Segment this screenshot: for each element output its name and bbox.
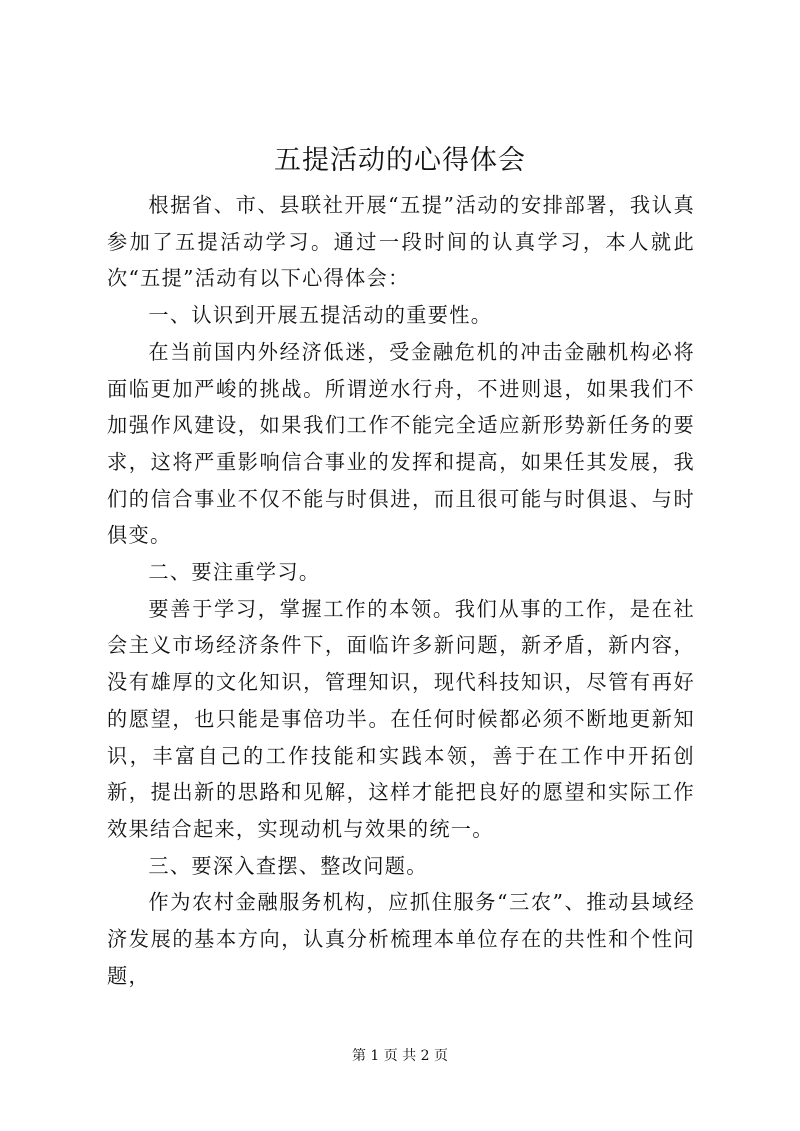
heading-section-2: 二、要注重学习。 [148,560,321,585]
paragraph-section-2: 要善于学习，掌握工作的本领。我们从事的工作，是在社会主义市场经济条件下，面临许多新问题，新矛盾，新内容，没有雄厚的文化知识，管理知识，现代科技知识，尽管有再好的愿望，也只能是事倍功半。在任何时候都必须不断地更新知识，丰富自己的工作技能和实践本领，善于在工作中开拓创新，提出新的思路和见解，这样才能把良好的愿望和实际工作效果结合起来，实现动机与效果的统一。 [107,596,695,841]
document-title: 五提活动的心得体会 [274,145,526,176]
heading-section-3: 三、要深入查摆、整改问题。 [148,853,428,878]
paragraph-intro: 根据省、市、县联社开展“五提”活动的安排部署，我认真参加了五提活动学习。通过一段时间的认真学习，本人就此次“五提”活动有以下心得体会： [107,193,695,291]
paragraph-section-3: 作为农村金融服务机构，应抓住服务“三农”、推动县域经济发展的基本方向，认真分析梳理本单位存在的共性和个性问题， [107,890,695,988]
page-footer: 第 1 页 共 2 页 [351,1048,449,1064]
document-body [107,187,695,994]
paragraph-section-1: 在当前国内外经济低迷，受金融危机的冲击金融机构必将面临更加严峻的挑战。所谓逆水行舟，不进则退，如果我们不加强作风建设，如果我们工作不能完全适应新形势新任务的要求，这将严重影响信合事业的发挥和提高，如果任其发展，我们的信合事业不仅不能与时俱进，而且很可能与时俱退、与时俱变。 [107,339,695,548]
heading-section-1: 一、认识到开展五提活动的重要性。 [148,303,493,328]
